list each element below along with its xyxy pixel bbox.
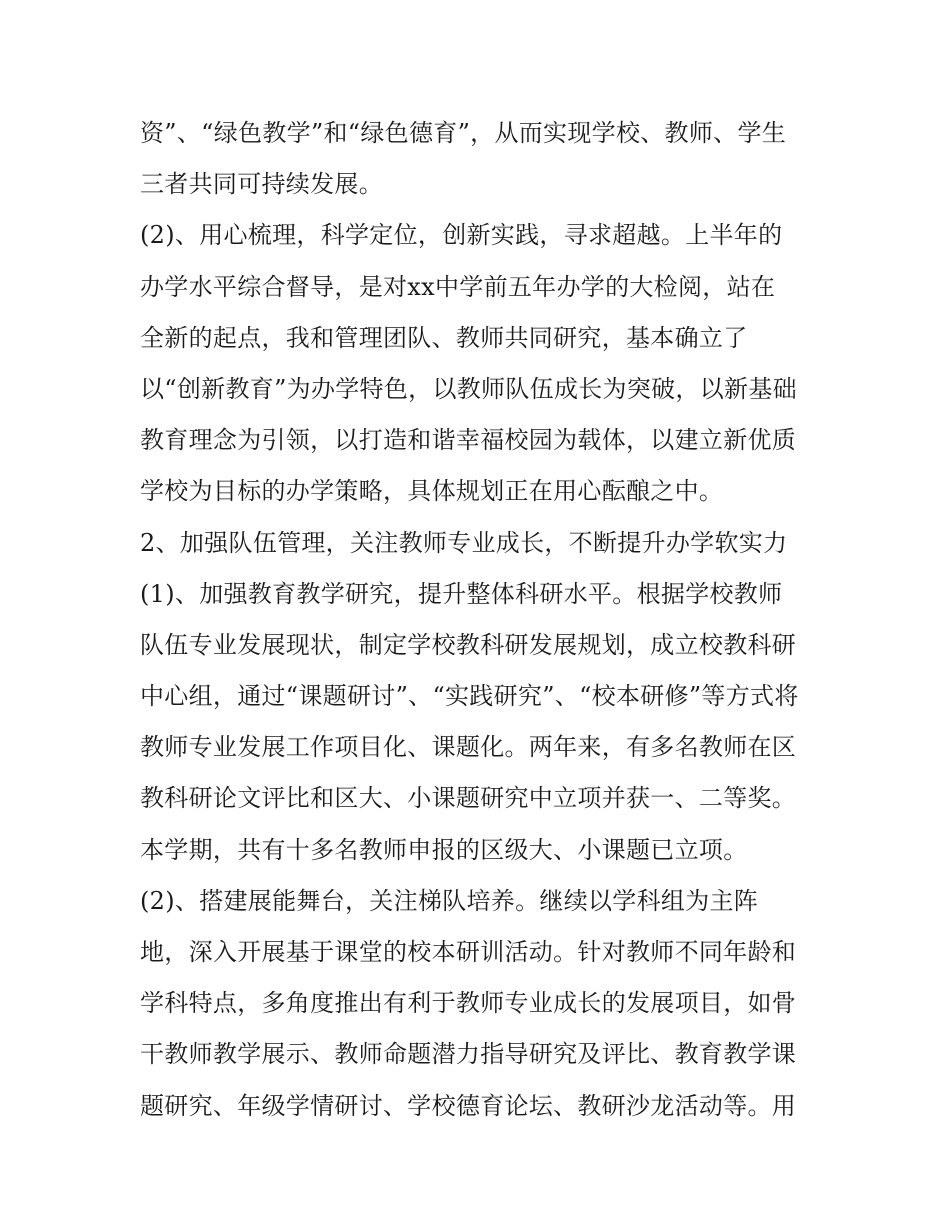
text-line: 教科研论文评比和区大、小课题研究中立项并获一、二等奖。: [140, 784, 797, 813]
text-line: 干教师教学展示、教师命题潜力指导研究及评比、教育教学课: [140, 1040, 797, 1069]
text-line: (1)、加强教育教学研究，提升整体科研水平。根据学校教师: [140, 579, 783, 608]
text-line: 办学水平综合督导，是对xx中学前五年办学的大检阅，站在: [140, 272, 776, 301]
text-line: (2)、用心梳理，科学定位，创新实践，寻求超越。上半年的: [140, 221, 783, 250]
text-line: 以“创新教育”为办学特色，以教师队伍成长为突破，以新基础: [140, 374, 797, 403]
body-text: [140, 108, 830, 1132]
text-line: 题研究、年级学情研讨、学校德育论坛、教研沙龙活动等。用: [140, 1091, 797, 1120]
text-line: 学校为目标的办学策略，具体规划正在用心酝酿之中。: [140, 477, 724, 506]
section-heading: 2、加强队伍管理，关注教师专业成长，不断提升办学软实力: [140, 528, 788, 557]
text-line: 中心组，通过“课题研讨”、“实践研究”、“校本研修”等方式将: [140, 682, 799, 711]
text-line: (2)、搭建展能舞台，关注梯队培养。继续以学科组为主阵: [140, 886, 759, 915]
text-line: 三者共同可持续发展。: [140, 170, 383, 199]
text-line: 学科特点，多角度推出有利于教师专业成长的发展项目，如骨: [140, 989, 797, 1018]
text-line: 队伍专业发展现状，制定学校教科研发展规划，成立校教科研: [140, 630, 797, 659]
text-line: 教师专业发展工作项目化、课题化。两年来，有多名教师在区: [140, 733, 797, 762]
text-line: 资”、“绿色教学”和“绿色德育”，从而实现学校、教师、学生: [140, 119, 787, 147]
text-line: 全新的起点，我和管理团队、教师共同研究，基本确立了: [140, 323, 748, 352]
text-line: 地，深入开展基于课堂的校本研训活动。针对教师不同年龄和: [140, 938, 797, 966]
text-line: 教育理念为引领，以打造和谐幸福校园为载体，以建立新优质: [140, 426, 797, 455]
text-line: 本学期，共有十多名教师申报的区级大、小课题已立项。: [140, 835, 748, 864]
